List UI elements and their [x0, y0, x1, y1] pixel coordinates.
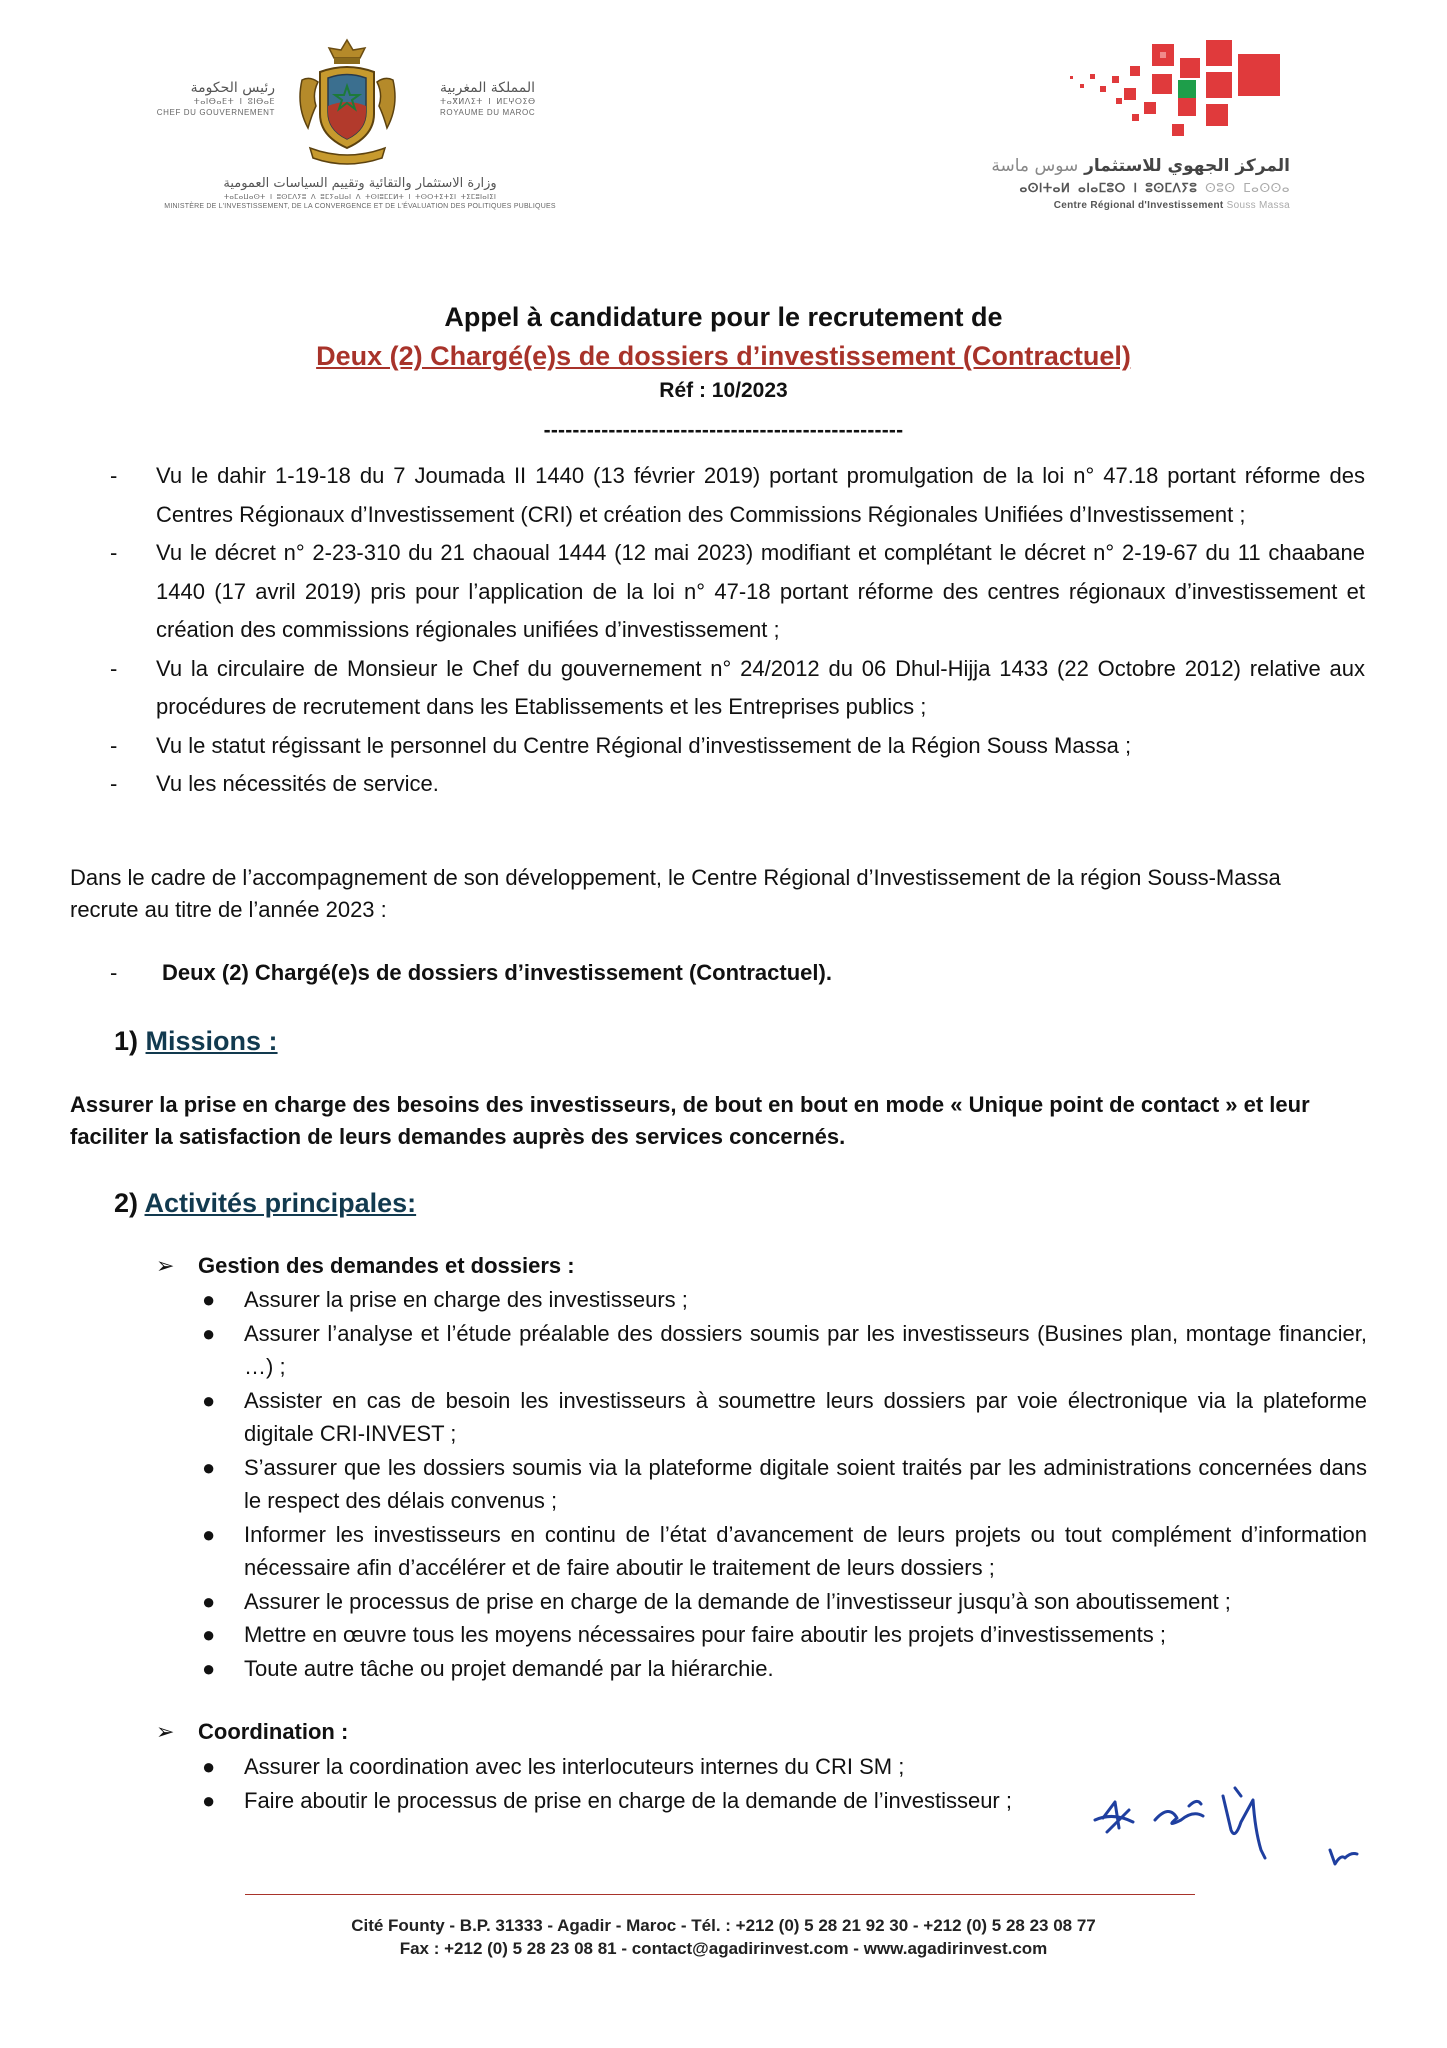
list-item: ● Faire aboutir le processus de prise en charge de la demande de l’investisseur ;: [200, 1784, 1367, 1818]
list-item: - Vu la circulaire de Monsieur le Chef du gouvernement n° 24/2012 du 06 Dhul-Hijja 1433 (22 Octobre 2012) relative aux procédures de recrutement dans les Etablissements et les Entreprises publics ;: [110, 650, 1365, 727]
bullet-icon: ●: [202, 1655, 216, 1681]
bullet-icon: ●: [202, 1754, 216, 1779]
group-heading-coordination: ➢ Coordination :: [156, 1716, 348, 1748]
bullet-icon: ●: [202, 1787, 216, 1813]
cri-name-french: Centre Régional d'Investissement Souss Massa: [1053, 200, 1290, 211]
list-item: ● Mettre en œuvre tous les moyens nécessaires pour faire aboutir les projets d’investissements ;: [200, 1618, 1367, 1652]
list-item: ● Assister en cas de besoin les investisseurs à soumettre leurs dossiers par voie électronique via la plateforme digitale CRI-INVEST ;: [200, 1384, 1367, 1451]
dash-icon: -: [110, 463, 118, 488]
title-line-2: Deux (2) Chargé(e)s de dossiers d’investissement (Contractuel): [316, 341, 1131, 371]
footer-address: Cité Founty - B.P. 31333 - Agadir - Maroc - Tél. : +212 (0) 5 28 21 92 30 - +212 (0) 5 28 23 08 77: [351, 1916, 1096, 1935]
moroccan-coat-of-arms-icon: [290, 36, 405, 171]
dash-icon: -: [110, 732, 118, 758]
head-of-government-tifinagh: ⵜⴰⵏⴱⴰⴹⵜ ⵏ ⵓⵏⴱⴰⴹ: [193, 97, 275, 106]
bullet-icon: ●: [202, 1454, 216, 1480]
bullet-icon: ●: [202, 1320, 216, 1346]
bullet-icon: ●: [202, 1387, 216, 1413]
activities-heading: 2) Activités principales:: [114, 1188, 417, 1218]
cri-name-tifinagh: ⴰⵙⵏⵜⴰⵍ ⴰⵏⴰⵎⵓⵔ ⵏ ⵓⵙⵎⴷⵢⵓ ⵙⵓⵙ ⵎⴰⵙⵙⴰ: [1019, 181, 1290, 195]
handwritten-signature-icon: [1085, 1770, 1365, 1880]
group-heading-requests: ➢ Gestion des demandes et dossiers :: [156, 1250, 575, 1282]
intro-paragraph: Dans le cadre de l’accompagnement de son développement, le Centre Régional d’Investissement de la région Souss-Massa recrute au titre de l’année 2023 :: [70, 865, 1281, 922]
head-of-government-label: [140, 80, 275, 118]
list-item: ● Assurer la coordination avec les interlocuteurs internes du CRI SM ;: [200, 1750, 1367, 1784]
legal-references-list: [110, 457, 1365, 804]
cri-name: [991, 154, 1290, 214]
title-separator: --------------------------------------------------: [543, 419, 904, 442]
head-of-government-french: CHEF DU GOUVERNEMENT: [156, 108, 275, 117]
list-item: ● Informer les investisseurs en continu de l’état d’avancement de leurs projets ou tout complément d’information nécessaire afin d’accélérer et de faire aboutir le traitement de leurs dossiers ;: [200, 1518, 1367, 1585]
title-line-1: Appel à candidature pour le recrutement de: [444, 302, 1003, 332]
kingdom-french: ROYAUME DU MAROC: [440, 108, 536, 117]
government-header: [140, 36, 580, 226]
requests-activities-list: [200, 1283, 1367, 1685]
kingdom-tifinagh: ⵜⴰⴳⵍⴷⵉⵜ ⵏ ⵍⵎⵖⵔⵉⴱ: [440, 97, 536, 106]
list-item: - Vu le décret n° 2-23-310 du 21 chaoual 1444 (12 mai 2023) modifiant et complétant le décret n° 2-19-67 du 11 chaabane 1440 (17 avril 2019) pris pour l’application de la loi n° 47-18 portant réforme des centres régionaux d’investissement et création des commissions régionales unifiées d’investissement ;: [110, 534, 1365, 650]
ministry-tifinagh: ⵜⴰⵎⴰⵡⴰⵙⵜ ⵏ ⵓⵙⵎⴷⵢⵓ ⴷ ⵓⵎⵢⴰⵡⴰⵏ ⴷ ⵜⵙⵏⵓⵎⵎⵍⵜ ⵏ ⵜⵙⵔⵜⵉⵜⵉⵏ ⵜⵉⵎⵓⵏⴰⵏⵉⵏ: [223, 193, 497, 201]
cri-name-arabic: المركز الجهوي للاستثمار سوس ماسة: [991, 156, 1290, 176]
ministry-french: MINISTÈRE DE L'INVESTISSEMENT, DE LA CONVERGENCE ET DE L'ÉVALUATION DES POLITIQUES PUBLIQUES: [164, 203, 556, 210]
list-item: ● Assurer le processus de prise en charge de la demande de l’investisseur jusqu’à son aboutissement ;: [200, 1585, 1367, 1619]
dash-icon: -: [110, 771, 118, 796]
ministry-label: [140, 176, 580, 212]
footer-divider: [245, 1894, 1195, 1895]
dash-icon: -: [110, 540, 118, 565]
cri-logo: [960, 36, 1320, 226]
list-item: - Vu le statut régissant le personnel du Centre Régional d’investissement de la Région Souss Massa ;: [110, 727, 1365, 766]
dash-icon: -: [110, 960, 118, 985]
recruited-post: - Deux (2) Chargé(e)s de dossiers d’investissement (Contractuel).: [110, 957, 832, 989]
bullet-icon: ●: [202, 1521, 216, 1547]
footer-contact: [0, 1914, 1447, 1960]
kingdom-arabic: المملكة المغربية: [440, 80, 536, 96]
missions-text: Assurer la prise en charge des besoins des investisseurs, de bout en bout en mode « Unique point de contact » et leur faciliter la satisfaction de leurs demandes auprès des services concernés.: [70, 1092, 1310, 1149]
list-item: ● Assurer l’analyse et l’étude préalable des dossiers soumis par les investisseurs (Busines plan, montage financier, …) ;: [200, 1317, 1367, 1384]
missions-heading: 1) Missions :: [114, 1026, 278, 1056]
reference-number: Réf : 10/2023: [659, 379, 788, 402]
kingdom-label: [440, 80, 580, 118]
document-title: [0, 298, 1447, 446]
head-of-government-arabic: رئيس الحكومة: [190, 80, 275, 96]
arrow-bullet-icon: ➢: [156, 1253, 175, 1278]
bullet-icon: ●: [202, 1588, 216, 1614]
bullet-icon: ●: [202, 1622, 216, 1647]
list-item: - Vu le dahir 1-19-18 du 7 Joumada II 1440 (13 février 2019) portant promulgation de la loi n° 47.18 portant réforme des Centres Régionaux d’Investissement (CRI) et création des Commissions Régionales Unifiées d’Investissement ;: [110, 457, 1365, 534]
list-item: ● Assurer la prise en charge des investisseurs ;: [200, 1283, 1367, 1317]
bullet-icon: ●: [202, 1287, 216, 1312]
list-item: - Vu les nécessités de service.: [110, 765, 1365, 804]
arrow-bullet-icon: ➢: [156, 1719, 175, 1744]
list-item: ● S’assurer que les dossiers soumis via la plateforme digitale soient traités par les administrations concernées dans le respect des délais convenus ;: [200, 1451, 1367, 1518]
list-item: ● Toute autre tâche ou projet demandé par la hiérarchie.: [200, 1652, 1367, 1686]
footer-fax-email-web: Fax : +212 (0) 5 28 23 08 81 - contact@agadirinvest.com - www.agadirinvest.com: [399, 1939, 1048, 1958]
cri-pixel-logo-icon: [1020, 36, 1320, 146]
dash-icon: -: [110, 655, 118, 681]
ministry-arabic: وزارة الاستثمار والتقائية وتقييم السياسات العمومية: [223, 176, 497, 191]
